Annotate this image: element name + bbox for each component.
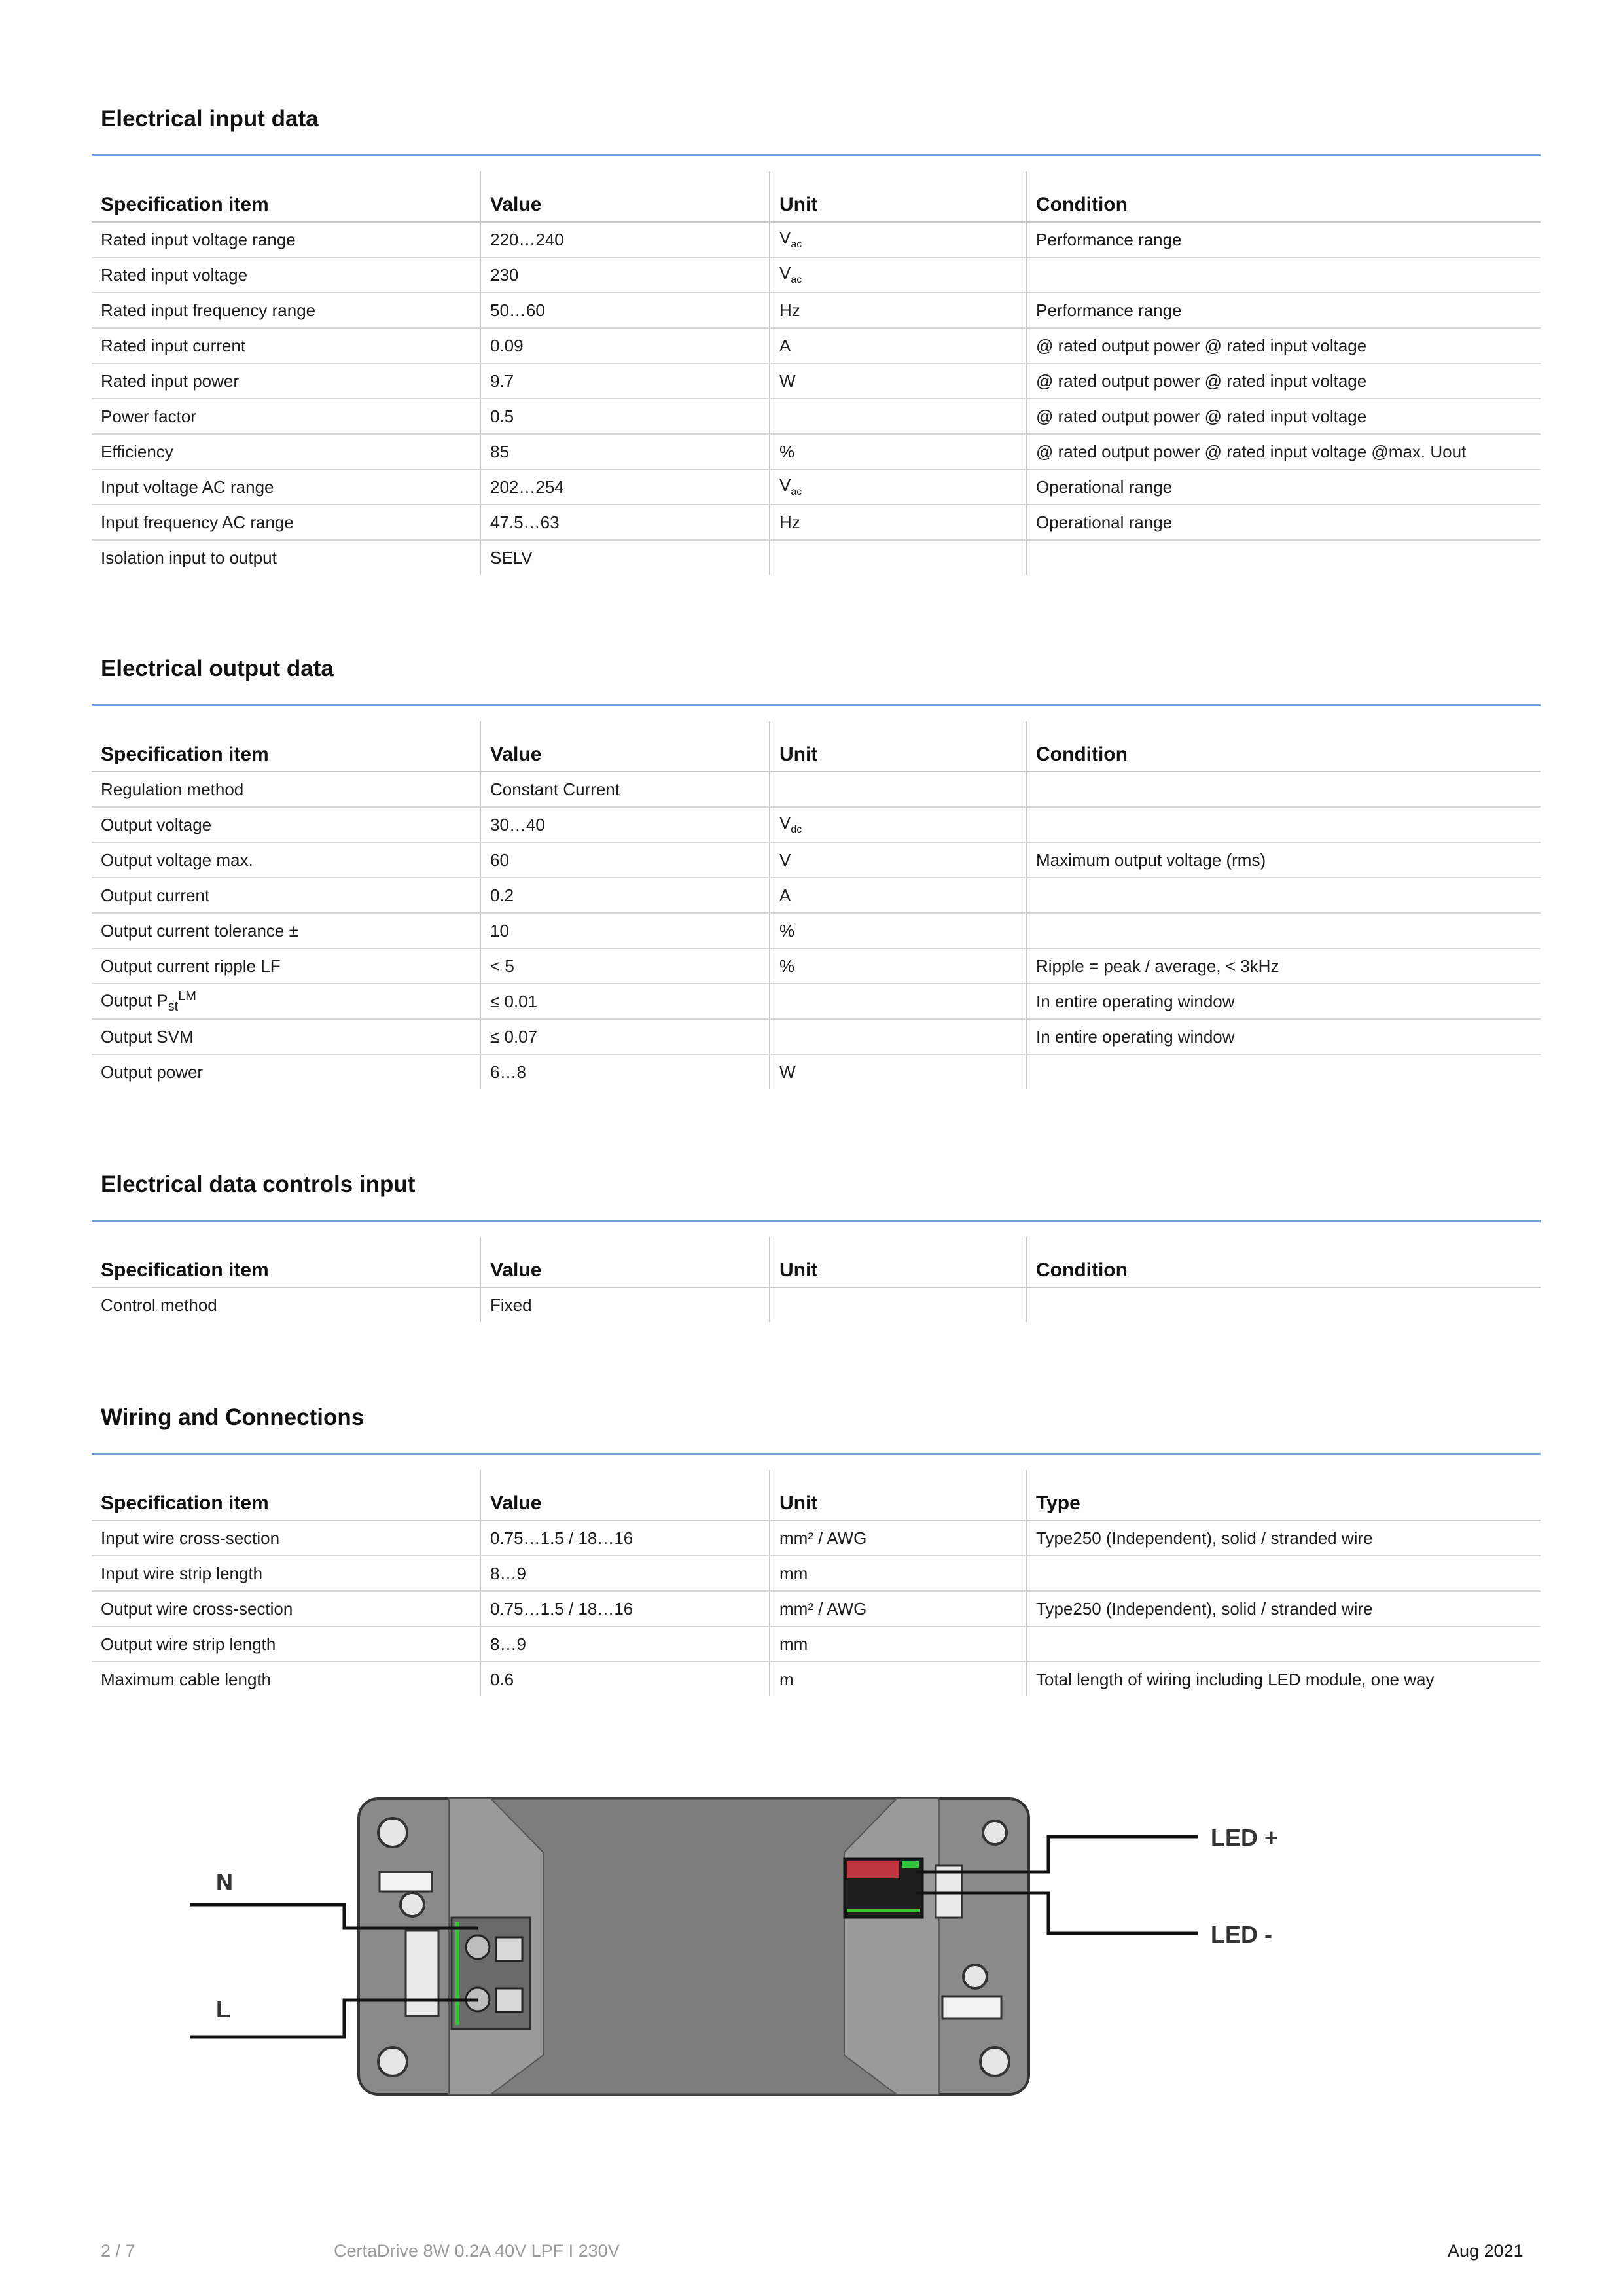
- column-header: Unit: [770, 171, 1026, 222]
- value-cell: 50…60: [480, 293, 770, 328]
- unit-cell: [770, 540, 1026, 575]
- condition-cell: @ rated output power @ rated input voltage: [1026, 399, 1541, 434]
- spec-item-cell: Maximum cable length: [101, 1669, 272, 1689]
- value-cell: 85: [480, 434, 770, 469]
- table-body: [92, 222, 1541, 575]
- section-divider: [92, 1453, 1541, 1455]
- unit-cell: $V_{ac}$: [770, 222, 1026, 257]
- table-row: [92, 222, 1541, 257]
- spec-item-cell: Rated input frequency range: [92, 293, 480, 328]
- spec-item-cell: Output $P_{st}^{LM}$: [92, 984, 480, 1019]
- unit-cell: [770, 399, 1026, 434]
- label-l: L: [216, 1996, 230, 2022]
- value-cell: 220…240: [480, 222, 770, 257]
- condition-cell: [1026, 1556, 1541, 1591]
- table-row: [92, 257, 1541, 293]
- condition-cell: [1026, 257, 1541, 293]
- condition-cell: [1026, 1054, 1541, 1089]
- table-row: [92, 913, 1541, 948]
- spec-item-cell: Rated input voltage range: [92, 222, 480, 257]
- value-cell: 0.2: [480, 878, 770, 913]
- table-row: [92, 328, 1541, 363]
- table-row: [92, 293, 1541, 328]
- value-cell: 8…9: [480, 1626, 770, 1662]
- condition-cell: [1026, 540, 1541, 575]
- unit-cell: mm: [770, 1626, 1026, 1662]
- condition-cell: Performance range: [1026, 222, 1541, 257]
- value-cell: 47.5…63: [480, 505, 770, 540]
- spec-item-cell: Rated input power: [92, 363, 480, 399]
- wiring-diagram: [190, 1780, 1315, 2121]
- table-row: [92, 878, 1541, 913]
- output-terminal-block: [844, 1859, 962, 1918]
- table-row: [92, 469, 1541, 505]
- table-body: [92, 1287, 1541, 1322]
- table-row: [92, 842, 1541, 878]
- condition-cell: [1026, 772, 1541, 807]
- spec-item-cell: Output wire cross-section: [92, 1591, 480, 1626]
- table-row: [92, 948, 1541, 984]
- value-cell: 0.09: [480, 328, 770, 363]
- table-row: [92, 1662, 1541, 1696]
- column-header: Value: [480, 721, 770, 772]
- spec-item-cell: Output wire strip length: [92, 1626, 480, 1662]
- value-cell: 6…8: [480, 1054, 770, 1089]
- table-row: [92, 984, 1541, 1019]
- unit-cell: [770, 984, 1026, 1019]
- value-cell: Fixed: [480, 1287, 770, 1322]
- spec-item-cell: Rated input voltage: [92, 257, 480, 293]
- unit-cell: [770, 1019, 1026, 1054]
- output-data-table: [92, 721, 1541, 1089]
- wiring-data-table: [92, 1470, 1541, 1696]
- unit-cell: %: [770, 948, 1026, 984]
- condition-cell: Operational range: [1026, 505, 1541, 540]
- unit-cell: [770, 772, 1026, 807]
- table-row: [92, 1591, 1541, 1626]
- table-row: [92, 1520, 1541, 1556]
- column-header: Specification item: [92, 1237, 480, 1287]
- condition-cell: In entire operating window: [1026, 1019, 1541, 1054]
- spec-item-cell: Output current tolerance ±: [92, 913, 480, 948]
- column-header: Unit: [770, 721, 1026, 772]
- condition-cell: Type250 (Independent), solid / stranded wire: [1026, 1520, 1541, 1556]
- section-title-input: Electrical input data: [101, 106, 319, 132]
- footer-page-number: 2 / 7: [101, 2241, 135, 2261]
- footer-date: Aug 2021: [1448, 2241, 1524, 2261]
- condition-cell: Ripple = peak / average, < 3kHz: [1026, 948, 1541, 984]
- unit-cell: A: [770, 328, 1026, 363]
- spec-item-cell: Output power: [101, 1062, 204, 1082]
- column-header: Value: [480, 171, 770, 222]
- column-header: Condition: [1026, 1237, 1541, 1287]
- label-led-plus: LED +: [1211, 1824, 1279, 1851]
- value-cell: 30…40: [480, 807, 770, 842]
- condition-cell: [1026, 1287, 1541, 1322]
- input-data-table: [92, 171, 1541, 575]
- unit-cell: W: [770, 363, 1026, 399]
- unit-cell: %: [770, 913, 1026, 948]
- condition-cell: [1026, 913, 1541, 948]
- table-body: [92, 772, 1541, 1089]
- value-cell: 202…254: [480, 469, 770, 505]
- unit-cell: Hz: [770, 505, 1026, 540]
- unit-cell: W: [770, 1054, 1026, 1089]
- spec-item-cell: Input wire strip length: [92, 1556, 480, 1591]
- condition-cell: [1026, 1626, 1541, 1662]
- value-cell: ≤ 0.07: [480, 1019, 770, 1054]
- spec-item-cell: Output current: [92, 878, 480, 913]
- value-cell: 10: [480, 913, 770, 948]
- section-divider: [92, 704, 1541, 706]
- value-cell: Constant Current: [480, 772, 770, 807]
- value-cell: ≤ 0.01: [480, 984, 770, 1019]
- table-row: [92, 505, 1541, 540]
- input-terminal-block: [406, 1918, 530, 2029]
- value-cell: 230: [480, 257, 770, 293]
- spec-item-cell: Efficiency: [92, 434, 480, 469]
- condition-cell: Operational range: [1026, 469, 1541, 505]
- column-header: Specification item: [92, 721, 480, 772]
- value-cell: 8…9: [480, 1556, 770, 1591]
- unit-cell: V: [770, 842, 1026, 878]
- condition-cell: Performance range: [1026, 293, 1541, 328]
- condition-cell: @ rated output power @ rated input voltage: [1026, 363, 1541, 399]
- section-divider: [92, 1220, 1541, 1222]
- table-row: [92, 399, 1541, 434]
- value-cell: 0.75…1.5 / 18…16: [480, 1520, 770, 1556]
- spec-item-cell: Control method: [101, 1295, 217, 1315]
- value-cell: 0.6: [480, 1662, 770, 1696]
- unit-cell: %: [770, 434, 1026, 469]
- table-row: [92, 807, 1541, 842]
- column-header: Value: [480, 1237, 770, 1287]
- section-divider: [92, 154, 1541, 156]
- spec-item-cell: Output SVM: [92, 1019, 480, 1054]
- unit-cell: $V_{ac}$: [770, 469, 1026, 505]
- column-header: Condition: [1026, 721, 1541, 772]
- unit-cell: mm: [770, 1556, 1026, 1591]
- table-row: [92, 434, 1541, 469]
- column-header: Specification item: [92, 171, 480, 222]
- spec-item-cell: Isolation input to output: [101, 547, 277, 567]
- value-cell: 0.75…1.5 / 18…16: [480, 1591, 770, 1626]
- table-row: [92, 772, 1541, 807]
- unit-cell: mm² / AWG: [770, 1520, 1026, 1556]
- section-title-controls: Electrical data controls input: [101, 1172, 416, 1197]
- column-header: Unit: [770, 1470, 1026, 1520]
- unit-cell: mm² / AWG: [770, 1591, 1026, 1626]
- spec-item-cell: Output voltage: [92, 807, 480, 842]
- spec-item-cell: Power factor: [92, 399, 480, 434]
- unit-cell: A: [770, 878, 1026, 913]
- label-n: N: [216, 1869, 233, 1895]
- table-row: [92, 540, 1541, 575]
- column-header: Condition: [1026, 171, 1541, 222]
- unit-cell: [770, 1287, 1026, 1322]
- condition-cell: @ rated output power @ rated input voltage @max. Uout: [1026, 434, 1541, 469]
- spec-item-cell: Output current ripple LF: [92, 948, 480, 984]
- value-cell: 0.5: [480, 399, 770, 434]
- label-led-minus: LED -: [1211, 1921, 1272, 1948]
- condition-cell: [1026, 878, 1541, 913]
- condition-cell: Type250 (Independent), solid / stranded wire: [1026, 1591, 1541, 1626]
- condition-cell: @ rated output power @ rated input voltage: [1026, 328, 1541, 363]
- condition-cell: Total length of wiring including LED module, one way: [1026, 1662, 1541, 1696]
- spec-item-cell: Input wire cross-section: [92, 1520, 480, 1556]
- controls-data-table: [92, 1237, 1541, 1322]
- spec-item-cell: Output voltage max.: [92, 842, 480, 878]
- table-row: [92, 1019, 1541, 1054]
- column-header: Value: [480, 1470, 770, 1520]
- table-row: [92, 363, 1541, 399]
- value-cell: SELV: [480, 540, 770, 575]
- value-cell: 60: [480, 842, 770, 878]
- spec-item-cell: Regulation method: [92, 772, 480, 807]
- column-header: Type: [1026, 1470, 1541, 1520]
- condition-cell: [1026, 807, 1541, 842]
- table-row: [92, 1626, 1541, 1662]
- condition-cell: In entire operating window: [1026, 984, 1541, 1019]
- value-cell: 9.7: [480, 363, 770, 399]
- table-row: [92, 1287, 1541, 1322]
- unit-cell: m: [770, 1662, 1026, 1696]
- unit-cell: $V_{dc}$: [770, 807, 1026, 842]
- table-body: [92, 1520, 1541, 1696]
- value-cell: < 5: [480, 948, 770, 984]
- unit-cell: Hz: [770, 293, 1026, 328]
- unit-cell: $V_{ac}$: [770, 257, 1026, 293]
- spec-item-cell: Input voltage AC range: [92, 469, 480, 505]
- section-title-output: Electrical output data: [101, 656, 334, 681]
- spec-item-cell: Rated input current: [92, 328, 480, 363]
- table-row: [92, 1054, 1541, 1089]
- spec-item-cell: Input frequency AC range: [92, 505, 480, 540]
- column-header: Unit: [770, 1237, 1026, 1287]
- table-row: [92, 1556, 1541, 1591]
- footer-product-name: CertaDrive 8W 0.2A 40V LPF I 230V: [334, 2241, 620, 2261]
- section-title-wiring: Wiring and Connections: [101, 1405, 365, 1430]
- condition-cell: Maximum output voltage (rms): [1026, 842, 1541, 878]
- column-header: Specification item: [92, 1470, 480, 1520]
